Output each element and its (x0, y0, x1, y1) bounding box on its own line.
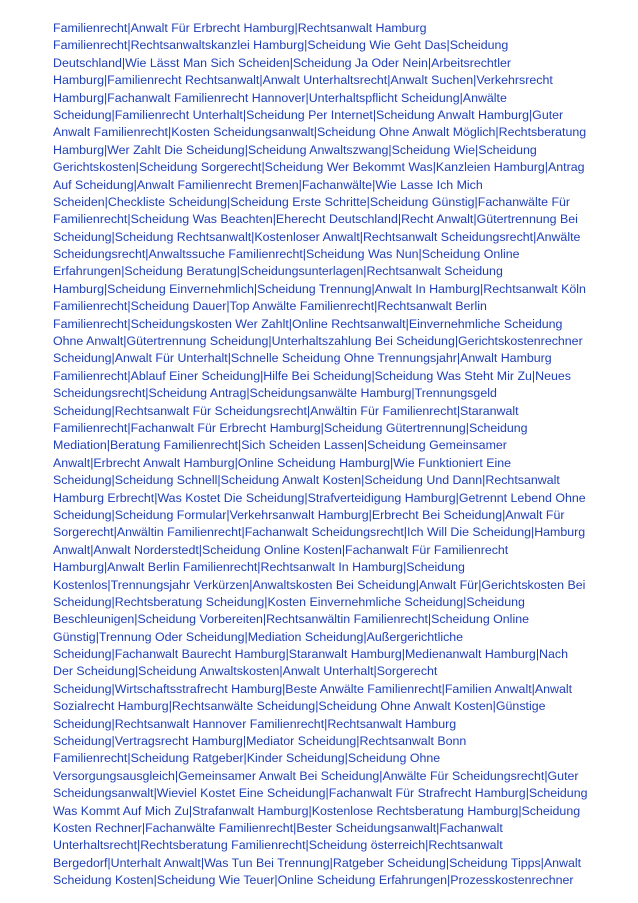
link-line[interactable]: Hamburg Erbrecht|Was Kostet Die Scheidung|Strafverteidigung Hamburg|Getrennt Lebend Ohne (53, 490, 586, 505)
link-line[interactable]: Erfahrungen|Scheidung Beratung|Scheidungsunterlagen|Rechtsanwalt Scheidung (53, 264, 503, 279)
link-line[interactable]: Gerichtskosten|Scheidung Sorgerecht|Scheidung Wer Bekommt Was|Kanzleien Hamburg|Antrag (53, 160, 585, 175)
link-line[interactable]: Was Kommt Auf Mich Zu|Strafanwalt Hamburg|Kostenlose Rechtsberatung Hamburg|Scheidung (53, 803, 581, 818)
link-line[interactable]: Scheidung|Wirtschaftsstrafrecht Hamburg|Beste Anwälte Familienrecht|Familien Anwalt|Anwalt (53, 681, 573, 696)
link-line[interactable]: Scheidung|Anwalt Für Unterhalt|Schnelle Scheidung Ohne Trennungsjahr|Anwalt Hamburg (53, 351, 552, 366)
link-line[interactable]: Scheidungsrecht|Anwaltssuche Familienrecht|Scheidung Was Nun|Scheidung Online (53, 247, 520, 262)
link-line[interactable]: Familienrecht|Scheidung Was Beachten|Eherecht Deutschland|Recht Anwalt|Gütertrennung Bei (53, 212, 578, 227)
link-line[interactable]: Scheidung Kosten|Scheidung Wie Teuer|Online Scheidung Erfahrungen|Prozesskostenrechner (53, 873, 574, 888)
link-line[interactable]: Auf Scheidung|Anwalt Familienrecht Bremen|Fachanwälte|Wie Lasse Ich Mich (53, 177, 483, 192)
link-line[interactable]: Familienrecht|Scheidung Dauer|Top Anwälte Familienrecht|Rechtsanwalt Berlin (53, 299, 487, 314)
link-line[interactable]: Anwalt|Anwalt Norderstedt|Scheidung Online Kosten|Fachanwalt Für Familienrecht (53, 542, 509, 557)
link-line[interactable]: Hamburg|Anwalt Berlin Familienrecht|Rechtsanwalt In Hamburg|Scheidung (53, 560, 465, 575)
link-line[interactable]: Kosten Rechner|Fachanwälte Familienrecht|Bester Scheidungsanwalt|Fachanwalt (53, 820, 503, 835)
link-line[interactable]: Kostenlos|Trennungsjahr Verkürzen|Anwaltskosten Bei Scheidung|Anwalt Für|Gerichtskosten Bei (53, 577, 586, 592)
link-line[interactable]: Mediation|Beratung Familienrecht|Sich Scheiden Lassen|Scheidung Gemeinsamer (53, 438, 507, 453)
link-line[interactable]: Bergedorf|Unterhalt Anwalt|Was Tun Bei Trennung|Ratgeber Scheidung|Scheidung Tipps|Anwalt (53, 855, 582, 870)
link-line[interactable]: Hamburg|Wer Zahlt Die Scheidung|Scheidung Anwaltszwang|Scheidung Wie|Scheidung (53, 142, 537, 157)
link-line[interactable]: Scheidungsanwalt|Wieviel Kostet Eine Scheidung|Fachanwalt Für Strafrecht Hamburg|Scheidung (53, 786, 588, 801)
link-line[interactable]: Scheidungsrecht|Scheidung Antrag|Scheidungsanwälte Hamburg|Trennungsgeld (53, 386, 497, 401)
link-line[interactable]: Hamburg|Familienrecht Rechtsanwalt|Anwalt Unterhaltsrecht|Anwalt Suchen|Verkehrsrecht (53, 73, 553, 88)
link-line[interactable]: Sorgerecht|Anwältin Familienrecht|Fachanwalt Scheidungsrecht|Ich Will Die Scheidung|Hamburg (53, 525, 586, 540)
link-line[interactable]: Versorgungsausgleich|Gemeinsamer Anwalt Bei Scheidung|Anwälte Für Scheidungsrecht|Guter (53, 768, 579, 783)
link-line[interactable]: Hamburg|Fachanwalt Familienrecht Hannover|Unterhaltspflicht Scheidung|Anwälte (53, 90, 507, 105)
link-line[interactable]: Unterhaltsrecht|Rechtsberatung Familienrecht|Scheidung österreich|Rechtsanwalt (53, 838, 503, 853)
link-line[interactable]: Ohne Anwalt|Gütertrennung Scheidung|Unterhaltszahlung Bei Scheidung|Gerichtskostenrechner (53, 334, 583, 349)
link-line[interactable]: Anwalt Familienrecht|Kosten Scheidungsanwalt|Scheidung Ohne Anwalt Möglich|Rechtsberatung (53, 125, 587, 140)
link-line[interactable]: Scheiden|Checkliste Scheidung|Scheidung Erste Schritte|Scheidung Günstig|Fachanwälte Für (53, 194, 571, 209)
link-line[interactable]: Scheidung|Rechtsberatung Scheidung|Kosten Einvernehmliche Scheidung|Scheidung (53, 594, 525, 609)
link-line[interactable]: Familienrecht|Scheidung Ratgeber|Kinder Scheidung|Scheidung Ohne (53, 751, 441, 766)
link-line[interactable]: Scheidung|Vertragsrecht Hamburg|Mediator Scheidung|Rechtsanwalt Bonn (53, 734, 467, 749)
link-line[interactable]: Familienrecht|Ablauf Einer Scheidung|Hilfe Bei Scheidung|Scheidung Was Steht Mir Zu|Neues (53, 368, 571, 383)
link-line[interactable]: Anwalt|Erbrecht Anwalt Hamburg|Online Scheidung Hamburg|Wie Funktioniert Eine (53, 455, 512, 470)
link-line[interactable]: Der Scheidung|Scheidung Anwaltskosten|Anwalt Unterhalt|Sorgerecht (53, 664, 438, 679)
link-line[interactable]: Scheidung|Scheidung Rechtsanwalt|Kostenloser Anwalt|Rechtsanwalt Scheidungsrecht|Anwälte (53, 229, 581, 244)
link-line[interactable]: Scheidung|Fachanwalt Baurecht Hamburg|Staranwalt Hamburg|Medienanwalt Hamburg|Nach (53, 647, 568, 662)
link-line[interactable]: Familienrecht|Anwalt Für Erbrecht Hamburg|Rechtsanwalt Hamburg (53, 21, 427, 35)
document-page (53, 20, 613, 890)
link-line[interactable]: Scheidung|Rechtsanwalt Hannover Familienrecht|Rechtsanwalt Hamburg (53, 716, 457, 731)
link-line[interactable]: Hamburg|Scheidung Einvernehmlich|Scheidung Trennung|Anwalt In Hamburg|Rechtsanwalt Köln (53, 281, 586, 296)
link-line[interactable]: Familienrecht|Rechtsanwaltskanzlei Hamburg|Scheidung Wie Geht Das|Scheidung (53, 38, 509, 53)
link-line[interactable]: Beschleunigen|Scheidung Vorbereiten|Rechtsanwältin Familienrecht|Scheidung Online (53, 612, 529, 627)
link-line[interactable]: Scheidung|Scheidung Formular|Verkehrsanwalt Hamburg|Erbrecht Bei Scheidung|Anwalt Für (53, 507, 565, 522)
link-line[interactable]: Familienrecht|Scheidungskosten Wer Zahlt|Online Rechtsanwalt|Einvernehmliche Scheidung (53, 316, 563, 331)
link-line[interactable]: Deutschland|Wie Lässt Man Sich Scheiden|Scheidung Ja Oder Nein|Arbeitsrechtler (53, 55, 512, 70)
link-line[interactable]: Scheidung|Scheidung Schnell|Scheidung Anwalt Kosten|Scheidung Und Dann|Rechtsanwalt (53, 473, 560, 488)
link-line[interactable]: Scheidung|Familienrecht Unterhalt|Scheidung Per Internet|Scheidung Anwalt Hamburg|Guter (53, 107, 564, 122)
link-line[interactable]: Familienrecht|Fachanwalt Für Erbrecht Hamburg|Scheidung Gütertrennung|Scheidung (53, 420, 528, 435)
link-line[interactable]: Sozialrecht Hamburg|Rechtsanwälte Scheidung|Scheidung Ohne Anwalt Kosten|Günstige (53, 699, 546, 714)
link-line[interactable]: Günstig|Trennung Oder Scheidung|Mediation Scheidung|Außergerichtliche (53, 629, 464, 644)
link-line[interactable]: Scheidung|Rechtsanwalt Für Scheidungsrecht|Anwältin Für Familienrecht|Staranwalt (53, 403, 519, 418)
